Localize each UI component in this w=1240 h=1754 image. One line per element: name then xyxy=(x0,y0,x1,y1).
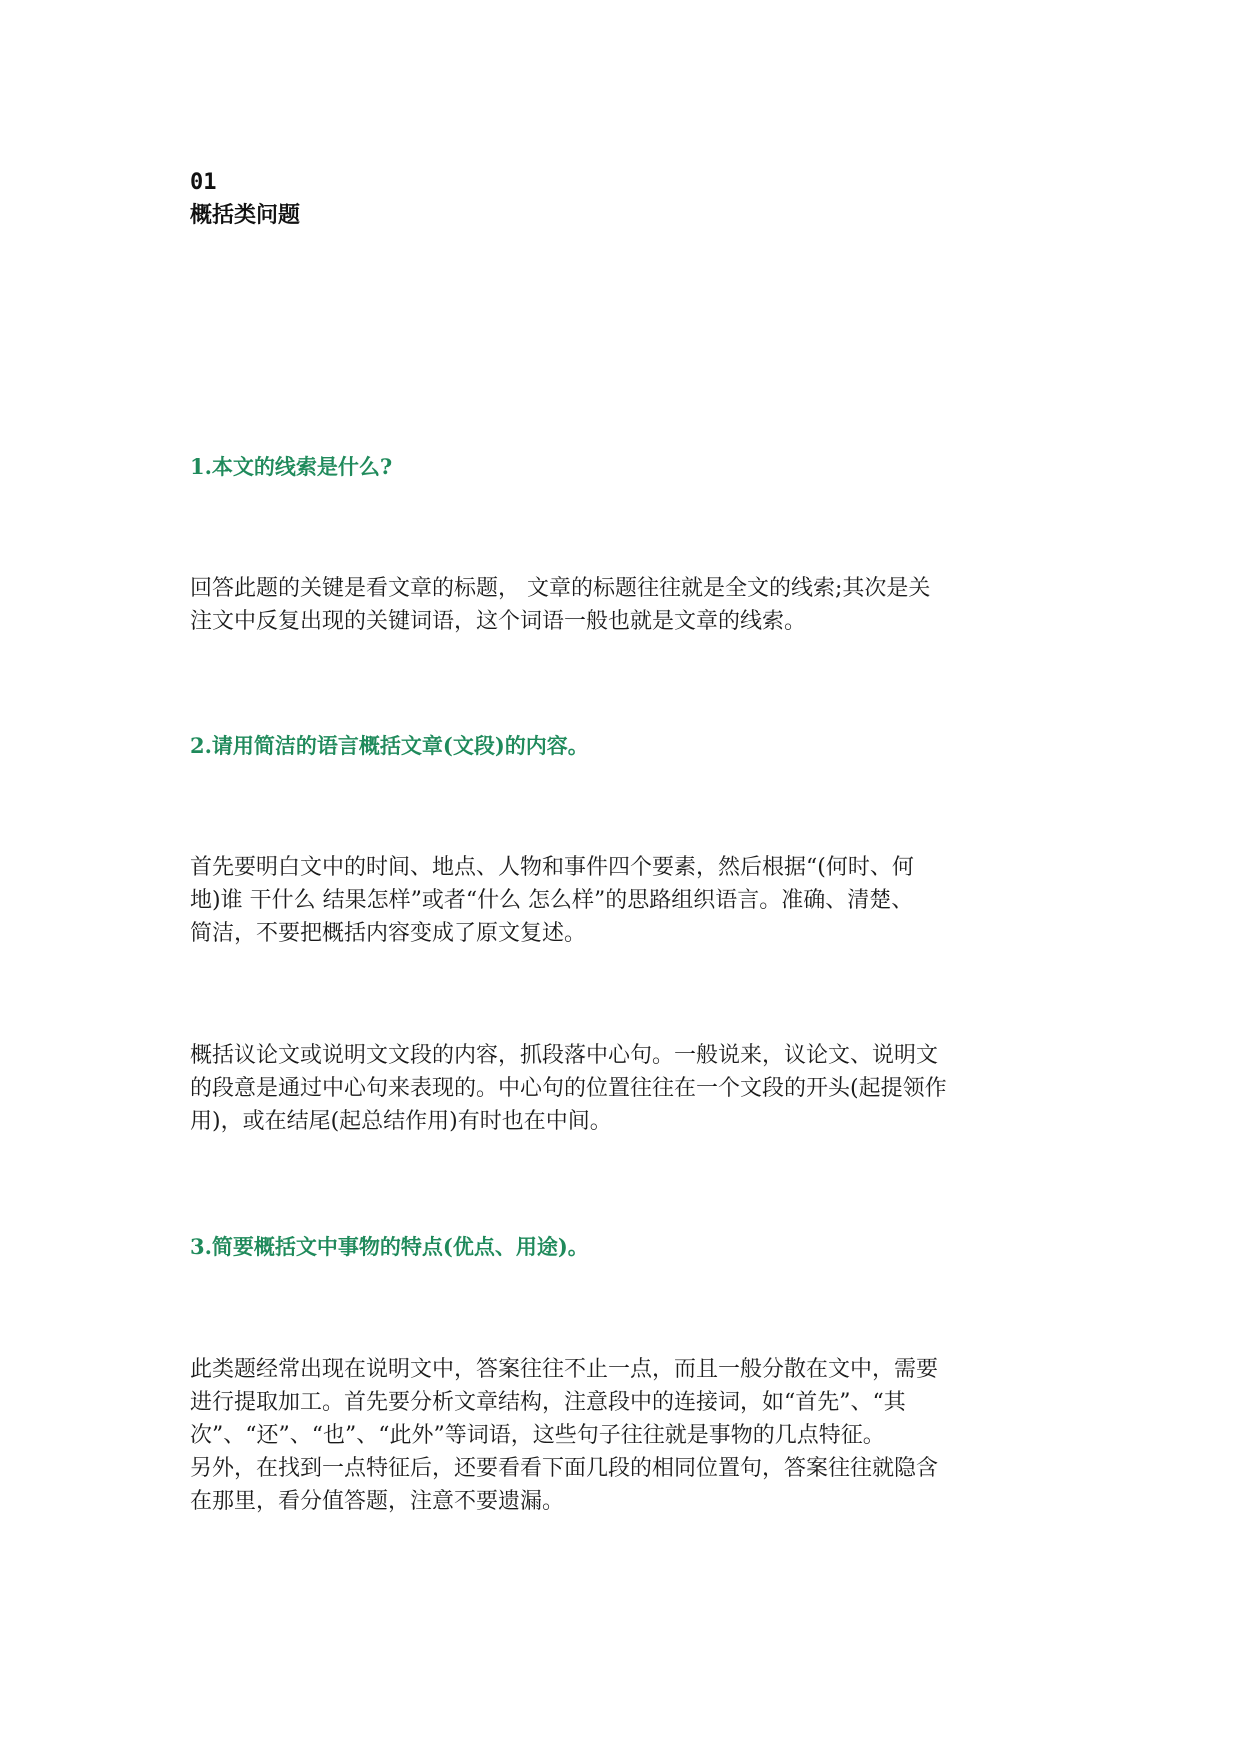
answer-paragraph-1: 回答此题的关键是看文章的标题， 文章的标题往往就是全文的线索;其次是关 注文中反复出现的关键词语，这个词语一般也就是文章的线索。 xyxy=(190,576,931,634)
question-heading-3: 3.简要概括文中事物的特点(优点、用途)。 xyxy=(190,1234,589,1259)
answer-paragraph-2b: 概括议论文或说明文文段的内容，抓段落中心句。一般说来，议论文、说明文 的段意是通过中心句来表现的。中心句的位置往往在一个文段的开头(起提领作 用)，或在结尾(起总结作用)有时也在中间。 xyxy=(190,1043,947,1134)
answer-paragraph-2a: 首先要明白文中的时间、地点、人物和事件四个要素，然后根据“(何时、何 地)谁 干什么 结果怎样”或者“什么 怎么样”的思路组织语言。准确、清楚、 简洁，不要把概括内容变成了原文复述。 xyxy=(190,855,914,946)
section-title: 概括类问题 xyxy=(190,202,301,228)
section-number: 01 xyxy=(190,170,217,195)
question-heading-1: 1.本文的线索是什么? xyxy=(190,454,393,479)
question-heading-2: 2.请用简洁的语言概括文章(文段)的内容。 xyxy=(190,733,589,758)
answer-paragraph-3: 此类题经常出现在说明文中，答案往往不止一点，而且一般分散在文中，需要 进行提取加工。首先要分析文章结构，注意段中的连接词，如“首先”、“其 次”、“还”、“也”、“此外”等词语，这些句子往往就是事物的几点特征。 另外，在找到一点特征后，还要看看下面几段的相同位置句，答案往往就隐含 在那里，看分值答题，注意不要遗漏。 xyxy=(190,1357,939,1514)
